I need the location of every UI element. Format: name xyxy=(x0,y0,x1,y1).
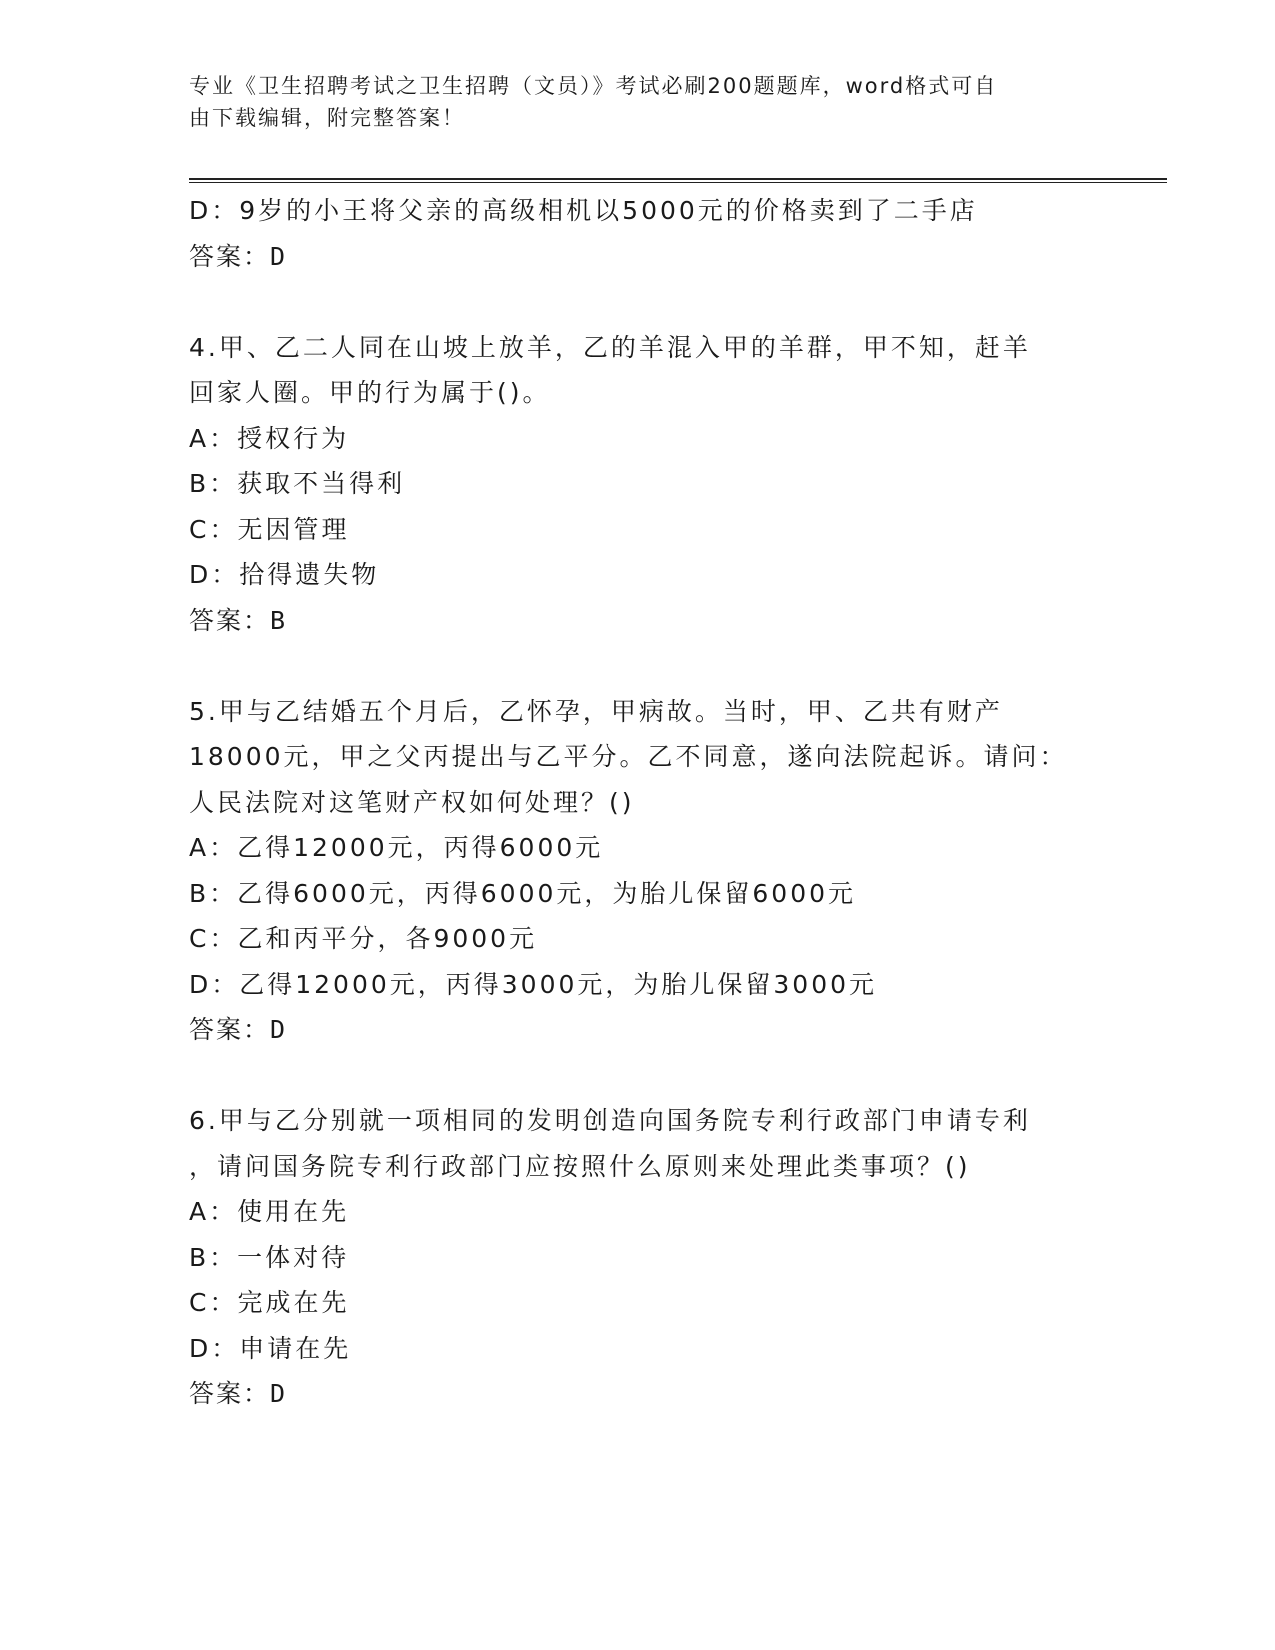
question-4 xyxy=(189,325,1169,644)
option-a: A：授权行为 xyxy=(189,423,350,453)
header-divider xyxy=(189,178,1167,183)
option-b: B：乙得6000元，丙得6000元，为胎儿保留6000元 xyxy=(189,878,857,908)
option-a: A：乙得12000元，丙得6000元 xyxy=(189,833,604,862)
answer-line: 答案：D xyxy=(189,241,288,271)
question-stem-line: 人民法院对这笔财产权如何处理？() xyxy=(189,787,635,817)
header-line-2: 由下载编辑，附完整答案！ xyxy=(189,106,465,130)
answer-line: 答案：B xyxy=(189,605,288,635)
answer-line: 答案：D xyxy=(189,1379,288,1408)
question-6 xyxy=(189,1098,1169,1417)
option-c: C：无因管理 xyxy=(189,514,350,544)
question-stem-line: 回家人圈。甲的行为属于()。 xyxy=(189,378,551,407)
option-d: D：申请在先 xyxy=(189,1333,352,1363)
option-d: D：拾得遗失物 xyxy=(189,560,380,589)
option-a: A：使用在先 xyxy=(189,1197,350,1226)
option-d: D：9岁的小王将父亲的高级相机以5000元的价格卖到了二手店 xyxy=(189,196,978,225)
option-b: B：获取不当得利 xyxy=(189,469,406,498)
question-3-tail xyxy=(189,188,1169,279)
spacer xyxy=(189,1053,1169,1099)
question-stem-line: 4.甲、乙二人同在山坡上放羊，乙的羊混入甲的羊群，甲不知，赶羊 xyxy=(189,332,1031,362)
option-d: D：乙得12000元，丙得3000元，为胎儿保留3000元 xyxy=(189,969,878,999)
question-stem-line: 6.甲与乙分别就一项相同的发明创造向国务院专利行政部门申请专利 xyxy=(189,1106,1031,1135)
question-stem-line: 18000元，甲之父丙提出与乙平分。乙不同意，遂向法院起诉。请问： xyxy=(189,742,1068,771)
option-b: B：一体对待 xyxy=(189,1242,350,1272)
answer-line: 答案：D xyxy=(189,1015,288,1044)
spacer xyxy=(189,279,1169,325)
header-line-1: 专业《卫生招聘考试之卫生招聘（文员）》考试必刷200题题库，word格式可自 xyxy=(189,74,998,98)
spacer xyxy=(189,643,1169,689)
option-c: C：完成在先 xyxy=(189,1288,350,1317)
question-stem-line: ，请问国务院专利行政部门应按照什么原则来处理此类事项？() xyxy=(189,1151,971,1181)
document-header xyxy=(189,70,1069,134)
option-c: C：乙和丙平分，各9000元 xyxy=(189,924,538,953)
question-stem-line: 5.甲与乙结婚五个月后，乙怀孕，甲病故。当时，甲、乙共有财产 xyxy=(189,696,1003,726)
question-5 xyxy=(189,689,1169,1053)
document-body xyxy=(189,188,1169,1417)
